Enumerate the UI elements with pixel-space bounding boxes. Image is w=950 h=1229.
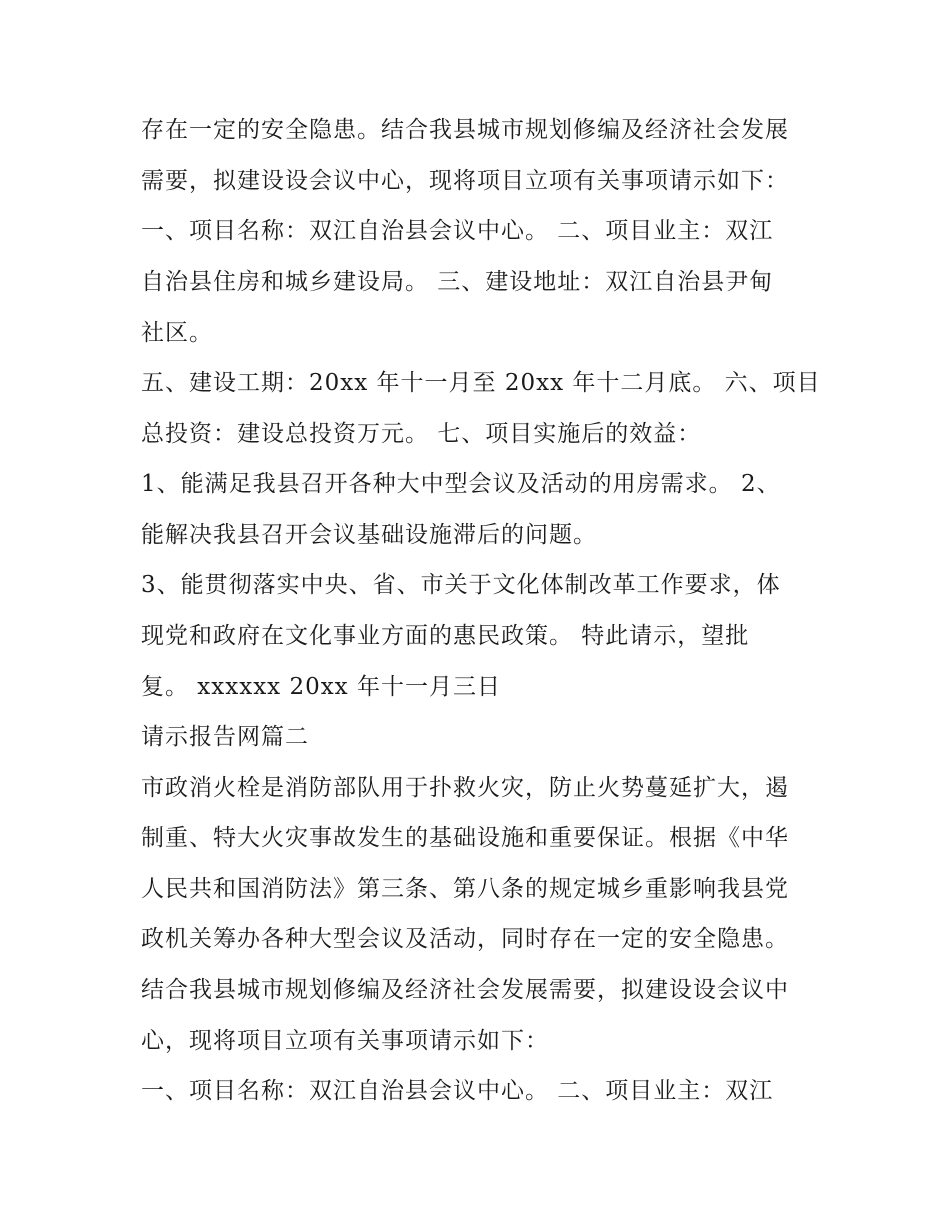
text-line: 现党和政府在文化事业方面的惠民政策。 特此请示，望批: [141, 623, 750, 649]
text-line: 3、能贯彻落实中央、省、市关于文化体制改革工作要求，体: [141, 572, 781, 598]
text-line: 一、项目名称：双江自治县会议中心。 二、项目业主：双江: [141, 218, 774, 244]
text-line: 五、建设工期：20xx 年十一月至 20xx 年十二月底。 六、项目: [141, 370, 821, 396]
text-line: 结合我县城市规划修编及经济社会发展需要，拟建设设会议中: [141, 977, 789, 1003]
text-line: 复。 xxxxxx 20xx 年十一月三日: [141, 674, 501, 700]
text-line: 政机关筹办各种大型会议及活动，同时存在一定的安全隐患。: [141, 926, 789, 952]
text-line: 一、项目名称：双江自治县会议中心。 二、项目业主：双江: [141, 1078, 774, 1104]
text-line: 1、能满足我县召开各种大中型会议及活动的用房需求。 2、: [141, 471, 781, 497]
text-line: 需要，拟建设设会议中心，现将项目立项有关事项请示如下：: [141, 168, 789, 194]
text-line: 总投资：建设总投资万元。 七、项目实施后的效益：: [141, 421, 702, 447]
text-line: 心，现将项目立项有关事项请示如下：: [141, 1028, 549, 1054]
text-line: 市政消火栓是消防部队用于扑救火灾，防止火势蔓延扩大，遏: [141, 775, 789, 801]
text-line: 人民共和国消防法》第三条、第八条的规定城乡重影响我县党: [141, 876, 789, 902]
text-line: 制重、特大火灾事故发生的基础设施和重要保证。根据《中华: [141, 825, 789, 851]
text-line: 存在一定的安全隐患。结合我县城市规划修编及经济社会发展: [141, 117, 789, 143]
text-line: 能解决我县召开会议基础设施滞后的问题。: [141, 522, 597, 548]
text-line: 自治县住房和城乡建设局。 三、建设地址：双江自治县尹甸: [141, 269, 774, 295]
section-heading: 请示报告网篇二: [141, 724, 309, 750]
text-line: 社区。: [141, 320, 213, 346]
